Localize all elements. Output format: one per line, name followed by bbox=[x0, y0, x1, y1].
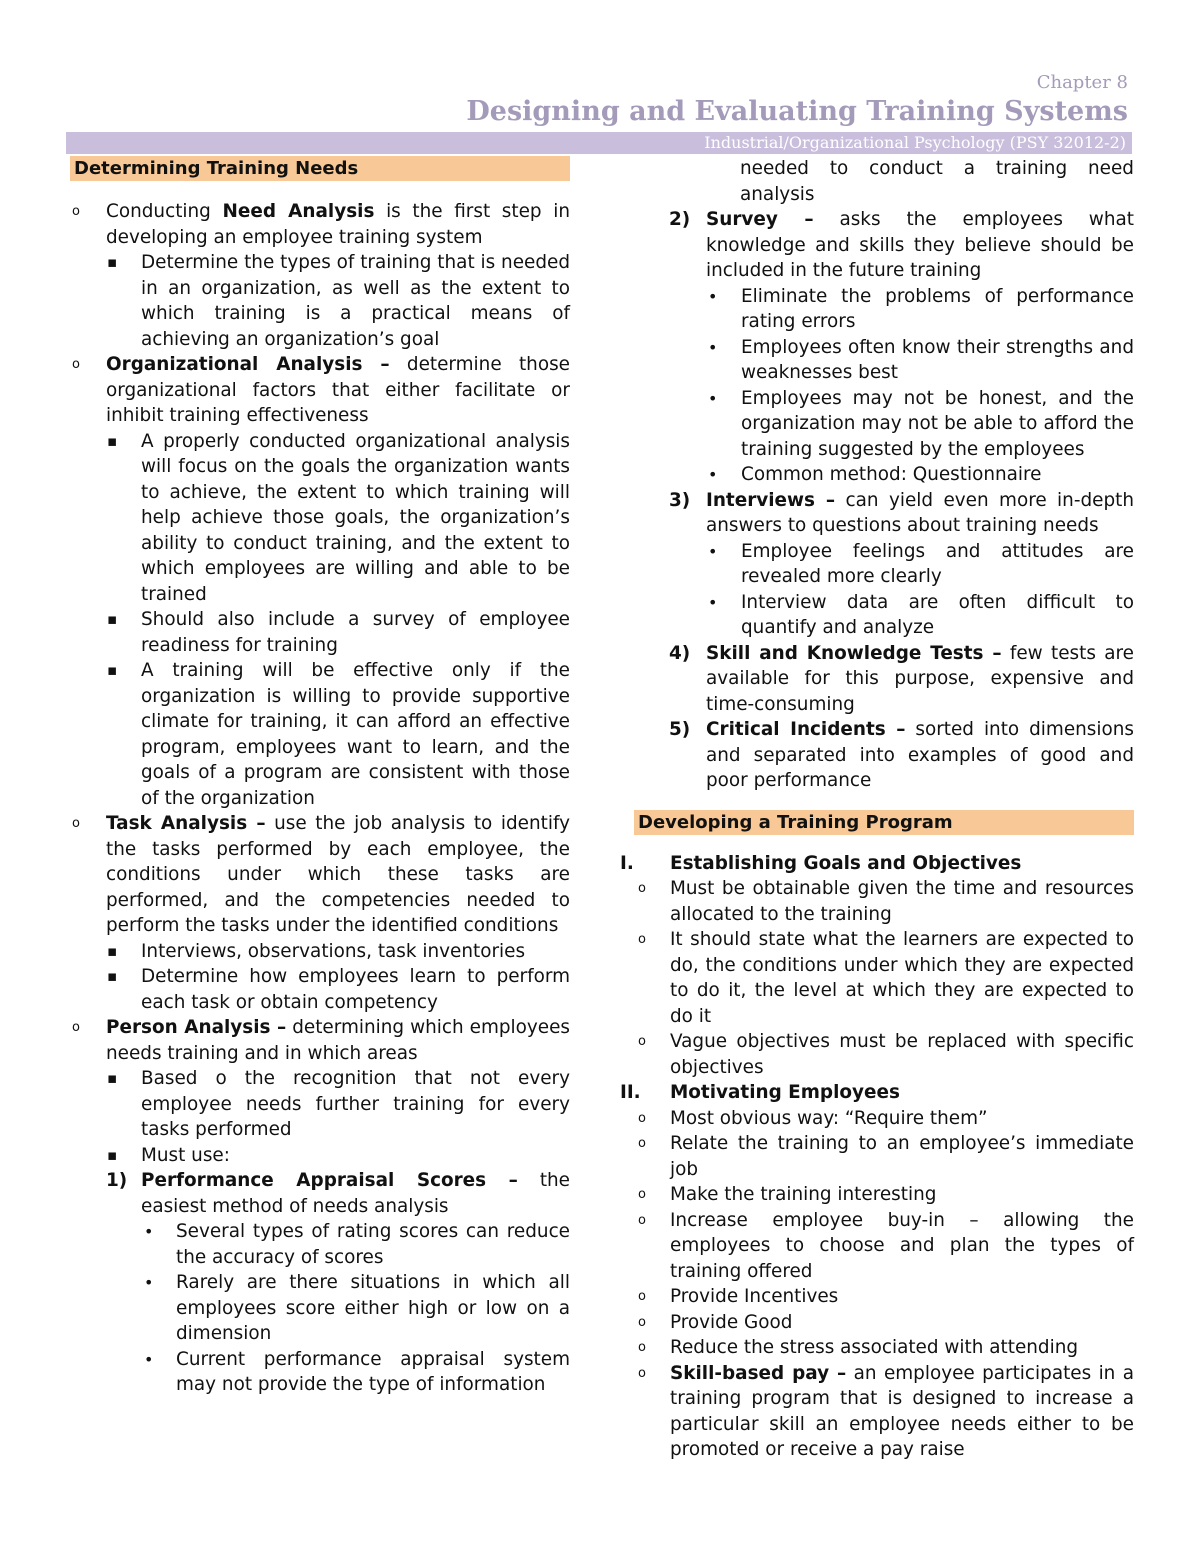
list-number: 3) bbox=[669, 489, 691, 511]
list-item: o Most obvious way: “Require them” bbox=[634, 1106, 1134, 1132]
circle-bullet-icon: o bbox=[638, 1110, 646, 1126]
list-item: ▪ A training will be effective only if the organization is willing to provide supportive climate for training, it can afford an effective program, employees want to learn, and the goals of a program are consistent with those of the organization bbox=[107, 660, 570, 809]
square-bullet-icon: ▪ bbox=[107, 1145, 118, 1164]
page-title: Designing and Evaluating Training Systems bbox=[466, 96, 1128, 127]
dot-bullet-icon: • bbox=[144, 1349, 154, 1369]
list-item: ▪ Based o the recognition that not every employee needs further training for every tasks performed bbox=[107, 1068, 570, 1140]
list-item: o Increase employee buy-in – allowing the employees to choose and plan the types of training offered bbox=[638, 1209, 1134, 1282]
square-bullet-icon: ▪ bbox=[107, 253, 118, 271]
square-bullet-icon: ▪ bbox=[107, 661, 118, 679]
circle-bullet-icon: o bbox=[638, 1314, 646, 1330]
dot-bullet-icon: • bbox=[708, 592, 718, 612]
left-column bbox=[70, 156, 570, 1398]
roman-numeral: II. bbox=[620, 1082, 641, 1103]
circle-bullet-icon: o bbox=[72, 816, 80, 831]
section-heading: Determining Training Needs bbox=[70, 156, 570, 181]
circle-bullet-icon: o bbox=[638, 1365, 646, 1381]
list-item: ▪ A properly conducted organizational analysis will focus on the goals the organization wants to achieve, the extent to which training will help achieve those goals, the organization’s ability to conduct training, and the extent to which employees are willing and able to be trained bbox=[107, 430, 570, 605]
list-item: o Make the training interesting bbox=[634, 1182, 1134, 1208]
list-item: 5) Critical Incidents – sorted into dimensions and separated into examples of good and poor performance bbox=[669, 719, 1134, 791]
circle-bullet-icon: o bbox=[638, 932, 646, 947]
list-item: 4) Skill and Knowledge Tests – few tests are available for this purpose, expensive and time-consuming bbox=[669, 642, 1134, 715]
circle-bullet-icon: o bbox=[638, 1289, 646, 1304]
list-item: ▪ Determine how employees learn to perform each task or obtain competency bbox=[107, 966, 570, 1013]
list-item: • Employee feelings and attitudes are revealed more clearly bbox=[708, 540, 1134, 587]
dot-bullet-icon: • bbox=[708, 388, 718, 408]
list-item: o Vague objectives must be replaced with specific objectives bbox=[638, 1031, 1134, 1078]
course-label: Industrial/Organizational Psychology (PSY 32012-2) bbox=[704, 133, 1126, 152]
roman-numeral: I. bbox=[620, 852, 634, 874]
dot-bullet-icon: • bbox=[144, 1273, 154, 1292]
list-item: • Current performance appraisal system may not provide the type of information bbox=[144, 1348, 570, 1395]
list-item: o Must be obtainable given the time and resources allocated to the training bbox=[638, 878, 1134, 925]
list-item: o Task Analysis – use the job analysis to identify the tasks performed by each employee, the conditions under which these tasks are performed, and the competencies needed to perform the tasks under the identified conditions bbox=[72, 813, 570, 936]
list-item: I. Establishing Goals and Objectives bbox=[634, 851, 1134, 877]
header-band bbox=[66, 132, 1132, 154]
list-number: 2) bbox=[669, 209, 691, 230]
list-item: • Eliminate the problems of performance rating errors bbox=[708, 285, 1134, 332]
list-item: • Employees often know their strengths and weaknesses best bbox=[708, 336, 1134, 383]
list-item: ▪ Must use: bbox=[70, 1143, 570, 1169]
list-item: • Several types of rating scores can reduce the accuracy of scores bbox=[144, 1221, 570, 1268]
dot-bullet-icon: • bbox=[708, 286, 718, 306]
right-column bbox=[620, 156, 1134, 1463]
continued-text: needed to conduct a training need analysis bbox=[740, 158, 1134, 205]
list-item: • Employees may not be honest, and the organization may not be able to afford the training suggested by the employees bbox=[708, 387, 1134, 460]
list-item: o Person Analysis – determining which employees needs training and in which areas bbox=[72, 1017, 570, 1064]
list-item: o Provide Incentives bbox=[634, 1284, 1134, 1310]
list-item: • Rarely are there situations in which all employees score either high or low on a dimension bbox=[144, 1272, 570, 1344]
list-number: 5) bbox=[669, 719, 691, 740]
list-item: • Interview data are often difficult to quantify and analyze bbox=[708, 591, 1134, 638]
square-bullet-icon: ▪ bbox=[107, 431, 118, 450]
circle-bullet-icon: o bbox=[638, 1187, 646, 1202]
circle-bullet-icon: o bbox=[72, 1020, 80, 1035]
dot-bullet-icon: • bbox=[708, 337, 718, 357]
circle-bullet-icon: o bbox=[72, 357, 80, 372]
list-item: o It should state what the learners are expected to do, the conditions under which they are expected to do it, the level at which they are expected to do it bbox=[638, 929, 1134, 1027]
list-item: 3) Interviews – can yield even more in-depth answers to questions about training needs bbox=[669, 489, 1134, 536]
list-item: ▪ Determine the types of training that is needed in an organization, as well as the extent to which training is a practical means of achieving an organization’s goal bbox=[107, 252, 570, 350]
circle-bullet-icon: o bbox=[638, 1212, 646, 1228]
list-item: • Common method: Questionnaire bbox=[634, 462, 1134, 488]
list-number: 1) bbox=[106, 1170, 128, 1191]
list-number: 4) bbox=[669, 642, 691, 664]
dot-bullet-icon: • bbox=[708, 465, 718, 484]
list-item: o Skill-based pay – an employee participates in a training program that is designed to increase a particular skill an employee needs either to be promoted or receive a pay raise bbox=[638, 1362, 1134, 1460]
circle-bullet-icon: o bbox=[638, 881, 646, 896]
list-item: o Reduce the stress associated with attending bbox=[634, 1335, 1134, 1361]
list-item: 2) Survey – asks the employees what knowledge and skills they believe should be included in the future training bbox=[669, 209, 1134, 281]
dot-bullet-icon: • bbox=[144, 1222, 154, 1241]
square-bullet-icon: ▪ bbox=[107, 1069, 118, 1087]
list-item: ▪ Should also include a survey of employee readiness for training bbox=[107, 609, 570, 656]
circle-bullet-icon: o bbox=[72, 204, 80, 219]
list-item: o Provide Good bbox=[634, 1310, 1134, 1336]
section-heading: Developing a Training Program bbox=[634, 810, 1134, 835]
list-item: 1) Performance Appraisal Scores – the easiest method of needs analysis bbox=[106, 1170, 570, 1217]
list-item: o Relate the training to an employee’s immediate job bbox=[638, 1133, 1134, 1180]
list-item: ▪ Interviews, observations, task inventories bbox=[70, 939, 570, 965]
circle-bullet-icon: o bbox=[638, 1136, 646, 1151]
chapter-label: Chapter 8 bbox=[1036, 72, 1128, 93]
list-item: o Organizational Analysis – determine those organizational factors that either facilitate or inhibit training effectiveness bbox=[72, 354, 570, 426]
square-bullet-icon: ▪ bbox=[107, 941, 118, 960]
circle-bullet-icon: o bbox=[638, 1340, 646, 1355]
list-item: o Conducting Need Analysis is the first step in developing an employee training system bbox=[72, 201, 570, 248]
circle-bullet-icon: o bbox=[638, 1034, 646, 1049]
dot-bullet-icon: • bbox=[708, 541, 718, 561]
square-bullet-icon: ▪ bbox=[107, 967, 118, 985]
list-item: II. Motivating Employees bbox=[634, 1080, 1134, 1106]
square-bullet-icon: ▪ bbox=[107, 610, 118, 628]
